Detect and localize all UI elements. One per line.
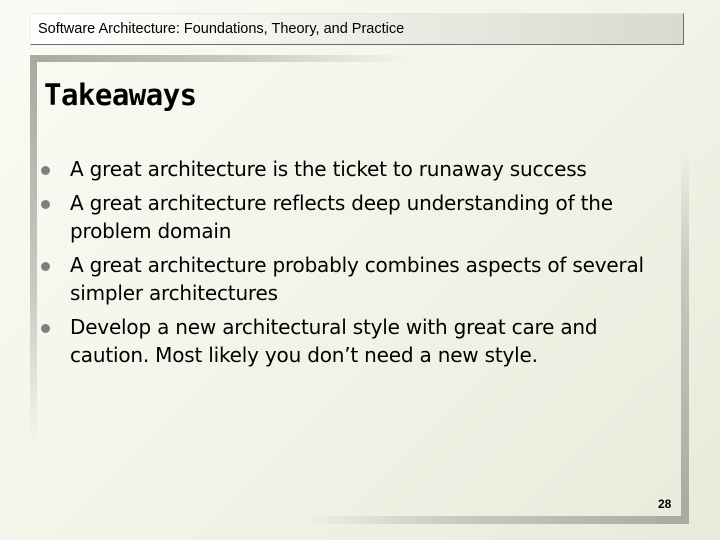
frame-right-border — [681, 152, 689, 524]
frame-bottom-border — [306, 516, 689, 524]
slide-title: Takeaways — [44, 78, 197, 112]
page-number: 28 — [658, 497, 672, 511]
bullet-item — [40, 189, 670, 246]
circle-bullet-icon — [41, 324, 50, 333]
frame-left-border — [30, 55, 37, 445]
bullet-text: A great architecture reflects deep understanding of the problem domain — [70, 190, 613, 243]
header-bar — [30, 13, 684, 45]
bullet-list — [40, 155, 670, 375]
circle-bullet-icon — [41, 166, 50, 175]
bullet-text: A great architecture probably combines aspects of several simpler architectures — [70, 252, 644, 305]
frame-top-border — [30, 55, 414, 62]
bullet-item — [40, 155, 670, 184]
bullet-item — [40, 251, 670, 308]
header-title: Software Architecture: Foundations, Theory, and Practice — [38, 21, 405, 37]
bullet-text: Develop a new architectural style with great care and caution. Most likely you don’t need a new style. — [70, 314, 598, 367]
bullet-text: A great architecture is the ticket to runaway success — [70, 157, 587, 181]
bullet-item — [40, 313, 670, 370]
circle-bullet-icon — [41, 262, 50, 271]
circle-bullet-icon — [41, 200, 50, 209]
